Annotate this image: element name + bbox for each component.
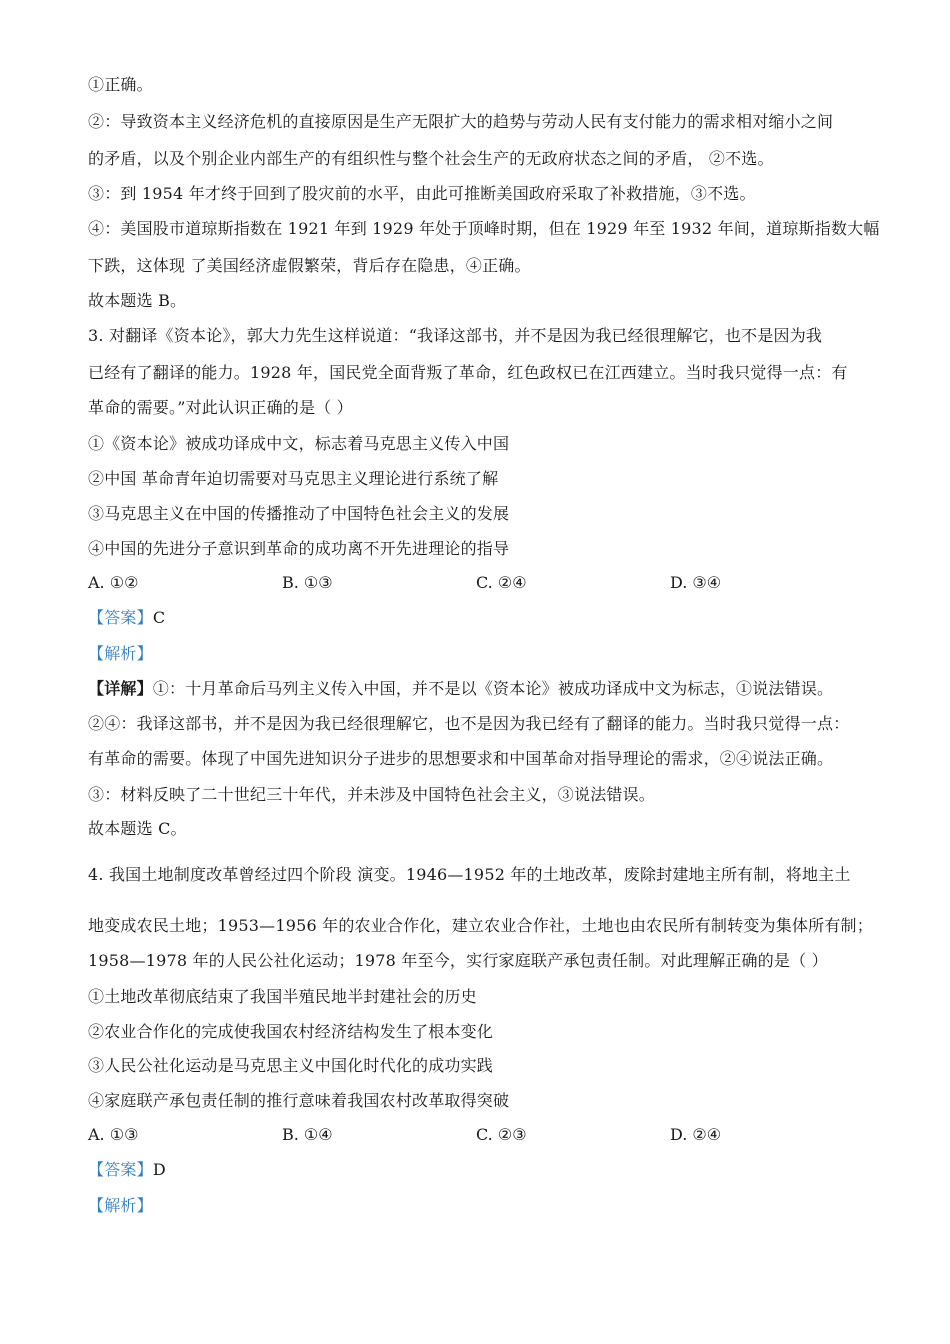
q3-item-1: ①《资本论》被成功译成中文，标志着马克思主义传入中国: [88, 434, 510, 453]
q3-answer-line: [88, 607, 868, 629]
q3-detail-line-1: [88, 678, 868, 700]
q3-item-3: ③马克思主义在中国的传播推动了中国特色社会主义的发展: [88, 504, 510, 523]
q4-stem-line-3: 1958—1978 年的人民公社化运动；1978 年至今，实行家庭联产承包责任制。对此理解正确的是（ ）: [88, 951, 828, 970]
q3-detail-line-4: ③：材料反映了二十世纪三十年代，并未涉及中国特色社会主义，③说法错误。: [88, 785, 656, 804]
q3-analysis-tag: [88, 643, 868, 665]
explanation-conclusion: 故本题选 B。: [88, 291, 187, 310]
q4-stem-line-1: 4. 我国土地制度改革曾经过四个阶段 演变。1946—1952 年的土地改革，废除封建地主所有制，将地主土: [88, 865, 851, 884]
q3-stem-line-1: 3. 对翻译《资本论》，郭大力先生这样说道：“我译这部书，并不是因为我已经很理解它，也不是因为我: [88, 326, 823, 345]
q3-item-4: ④中国的先进分子意识到革命的成功离不开先进理论的指导: [88, 539, 510, 558]
q3-stem-line-3: 革命的需要。”对此认识正确的是（ ）: [88, 398, 353, 417]
q3-option-b: B. ①③: [282, 573, 333, 592]
explanation-line-6: 下跌，这体现 了美国经济虚假繁荣，背后存在隐患，④正确。: [88, 256, 531, 275]
q4-answer-line: [88, 1159, 868, 1181]
q3-answer-value: C: [152, 608, 166, 627]
q3-detail-line-2: ②④：我译这部书，并不是因为我已经很理解它，也不是因为我已经有了翻译的能力。当时我只觉得一点：: [88, 714, 850, 733]
q3-detail-line-3: 有革命的需要。体现了中国先进知识分子进步的思想要求和中国革命对指导理论的需求，②④说法正确。: [88, 749, 834, 768]
detail-tag: 【详解】: [88, 679, 153, 698]
q4-analysis-tag: [88, 1195, 868, 1217]
q3-stem-line-2: 已经有了翻译的能力。1928 年，国民党全面背叛了革命，红色政权已在江西建立。当时我只觉得一点：有: [88, 363, 848, 382]
answer-tag: 【答案】: [88, 1160, 153, 1179]
q4-option-c: C. ②③: [476, 1125, 527, 1144]
analysis-tag: 【解析】: [88, 644, 153, 663]
q3-item-2: ②中国 革命青年迫切需要对马克思主义理论进行系统了解: [88, 469, 499, 488]
q3-option-c: C. ②④: [476, 573, 527, 592]
q3-conclusion: 故本题选 C。: [88, 819, 187, 838]
explanation-line-4: ③：到 1954 年才终于回到了股灾前的水平，由此可推断美国政府采取了补救措施，③不选。: [88, 184, 756, 203]
q4-item-3: ③人民公社化运动是马克思主义中国化时代化的成功实践: [88, 1056, 494, 1075]
q4-stem-line-2: 地变成农民土地；1953—1956 年的农业合作化，建立农业合作社，土地也由农民所有制转变为集体所有制；: [88, 916, 873, 935]
answer-tag: 【答案】: [88, 608, 153, 627]
q4-item-4: ④家庭联产承包责任制的推行意味着我国农村改革取得突破: [88, 1091, 510, 1110]
q3-option-a: A. ①②: [88, 573, 139, 592]
q4-item-1: ①土地改革彻底结束了我国半殖民地半封建社会的历史: [88, 987, 477, 1006]
explanation-line-5: ④：美国股市道琼斯指数在 1921 年到 1929 年处于顶峰时期，但在 1929 年至 1932 年间，道琼斯指数大幅: [88, 219, 880, 238]
q4-option-d: D. ②④: [670, 1125, 722, 1144]
q3-detail-text-1: ①：十月革命后马列主义传入中国，并不是以《资本论》被成功译成中文为标志，①说法错误。: [152, 679, 834, 698]
q4-option-a: A. ①③: [88, 1125, 139, 1144]
explanation-line-3: 的矛盾，以及个别企业内部生产的有组织性与整个社会生产的无政府状态之间的矛盾， ②不选。: [88, 149, 774, 168]
q4-option-b: B. ①④: [282, 1125, 333, 1144]
explanation-line-1: ①正确。: [88, 75, 153, 94]
q3-option-d: D. ③④: [670, 573, 722, 592]
q4-item-2: ②农业合作化的完成使我国农村经济结构发生了根本变化: [88, 1022, 494, 1041]
explanation-line-2: ②：导致资本主义经济危机的直接原因是生产无限扩大的趋势与劳动人民有支付能力的需求相对缩小之间: [88, 112, 834, 131]
q4-answer-value: D: [152, 1160, 166, 1179]
analysis-tag: 【解析】: [88, 1196, 153, 1215]
